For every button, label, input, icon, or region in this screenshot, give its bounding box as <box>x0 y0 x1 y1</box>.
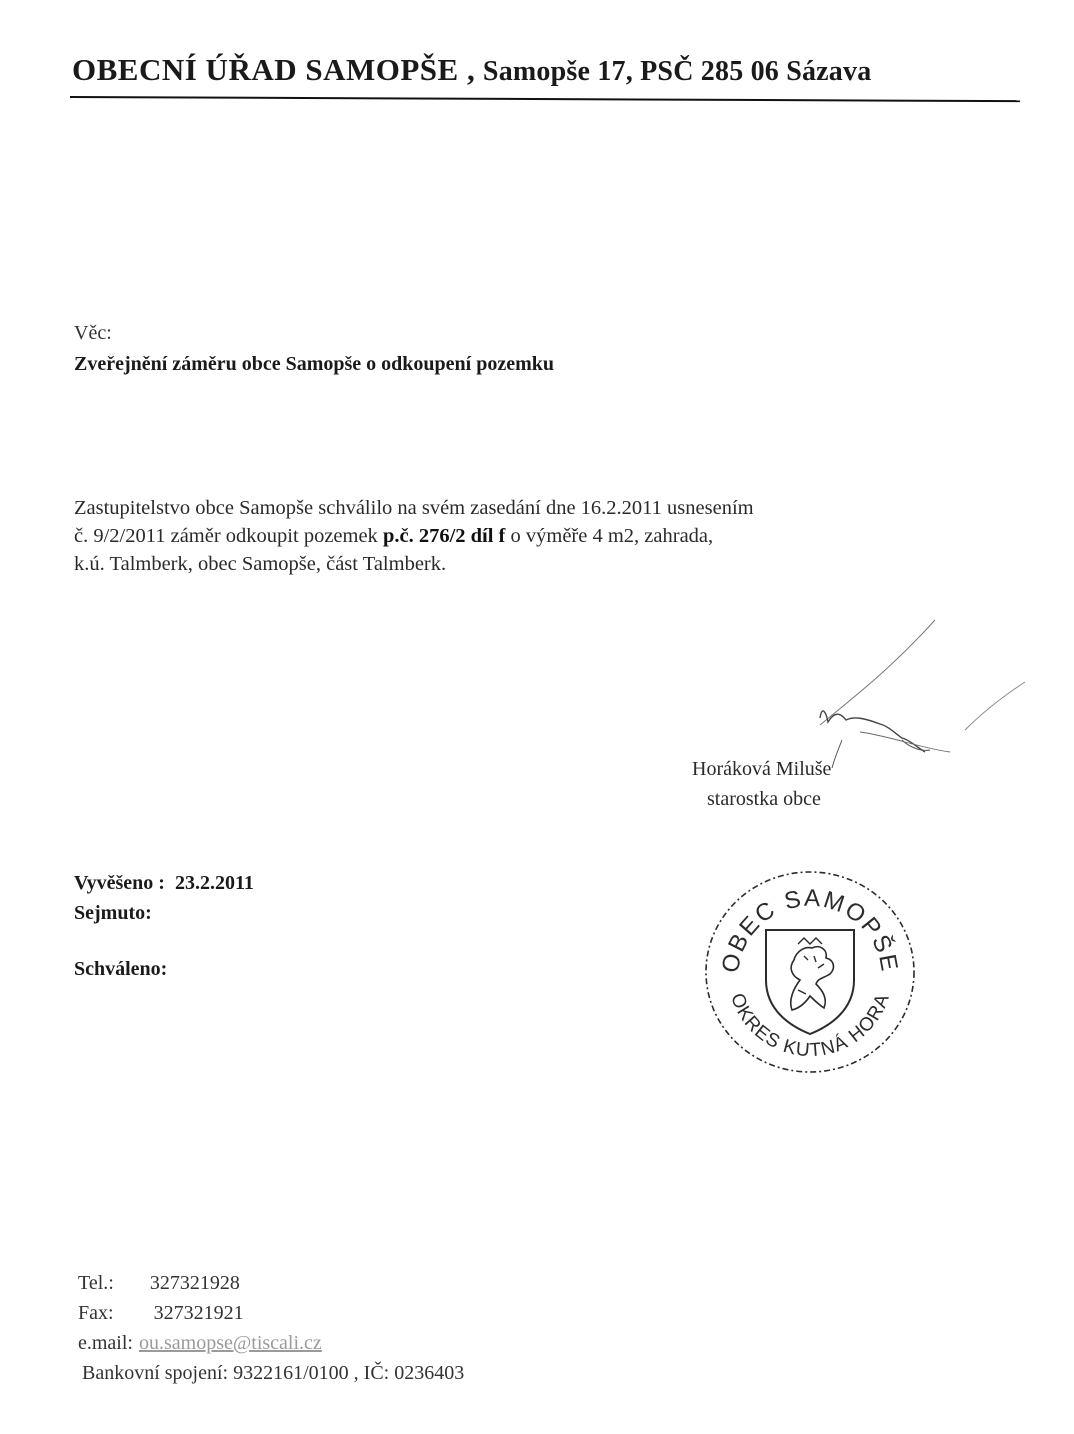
stamp-bottom-text: OKRES KUTNÁ HORA <box>726 990 894 1062</box>
body-line-3: k.ú. Talmberk, obec Samopše, část Talmberk. <box>74 553 447 575</box>
body-line-2 <box>74 522 954 550</box>
office-address: Samopše 17, PSČ 285 06 Sázava <box>482 56 872 87</box>
bank-details: 9322161/0100 , IČ: 0236403 <box>233 1362 465 1384</box>
removed-label: Sejmuto: <box>74 902 152 924</box>
footer-bank <box>82 1362 464 1385</box>
footer-email <box>78 1332 322 1355</box>
notice-body <box>74 494 954 578</box>
approved-label: Schváleno: <box>74 958 168 980</box>
svg-text:OKRES KUTNÁ HORA <box>726 990 894 1061</box>
posted-row <box>74 872 254 895</box>
email-link[interactable]: ou.samopse@tiscali.cz <box>138 1332 322 1354</box>
footer-tel <box>78 1272 240 1295</box>
body-line-1: Zastupitelstvo obce Samopše schválilo na svém zasedání dne 16.2.2011 usnesením <box>74 497 754 519</box>
office-name: OBECNÍ ÚŘAD SAMOPŠE , <box>72 52 476 87</box>
fax-number: 327321921 <box>153 1302 244 1324</box>
letterhead <box>72 52 871 88</box>
tel-label: Tel.: <box>78 1272 114 1294</box>
handwritten-signature <box>790 600 1040 770</box>
posted-date: 23.2.2011 <box>174 872 254 894</box>
email-label: e.mail: <box>78 1332 133 1354</box>
signatory-role: starostka obce <box>707 788 821 810</box>
footer-fax <box>78 1302 244 1325</box>
body-line-2-end: o výměře 4 m2, zahrada, <box>505 525 714 547</box>
letterhead-rule <box>70 96 1020 102</box>
fax-label: Fax: <box>78 1302 114 1324</box>
official-stamp <box>700 860 920 1080</box>
tel-number: 327321928 <box>149 1272 240 1294</box>
posted-label: Vyvěšeno : <box>74 872 165 894</box>
lion-coat-of-arms-icon <box>766 930 854 1034</box>
parcel-number: p.č. 276/2 díl f <box>382 525 506 547</box>
subject-label: Věc: <box>74 322 112 344</box>
subject-title: Zveřejnění záměru obce Samopše o odkoupení pozemku <box>74 353 554 375</box>
body-line-2-start: č. 9/2/2011 záměr odkoupit pozemek <box>74 525 383 547</box>
bank-label: Bankovní spojení: <box>82 1362 229 1384</box>
stamp-top-text: OBEC SAMOPŠE <box>716 884 904 975</box>
signatory-name: Horáková Miluše <box>692 758 832 780</box>
